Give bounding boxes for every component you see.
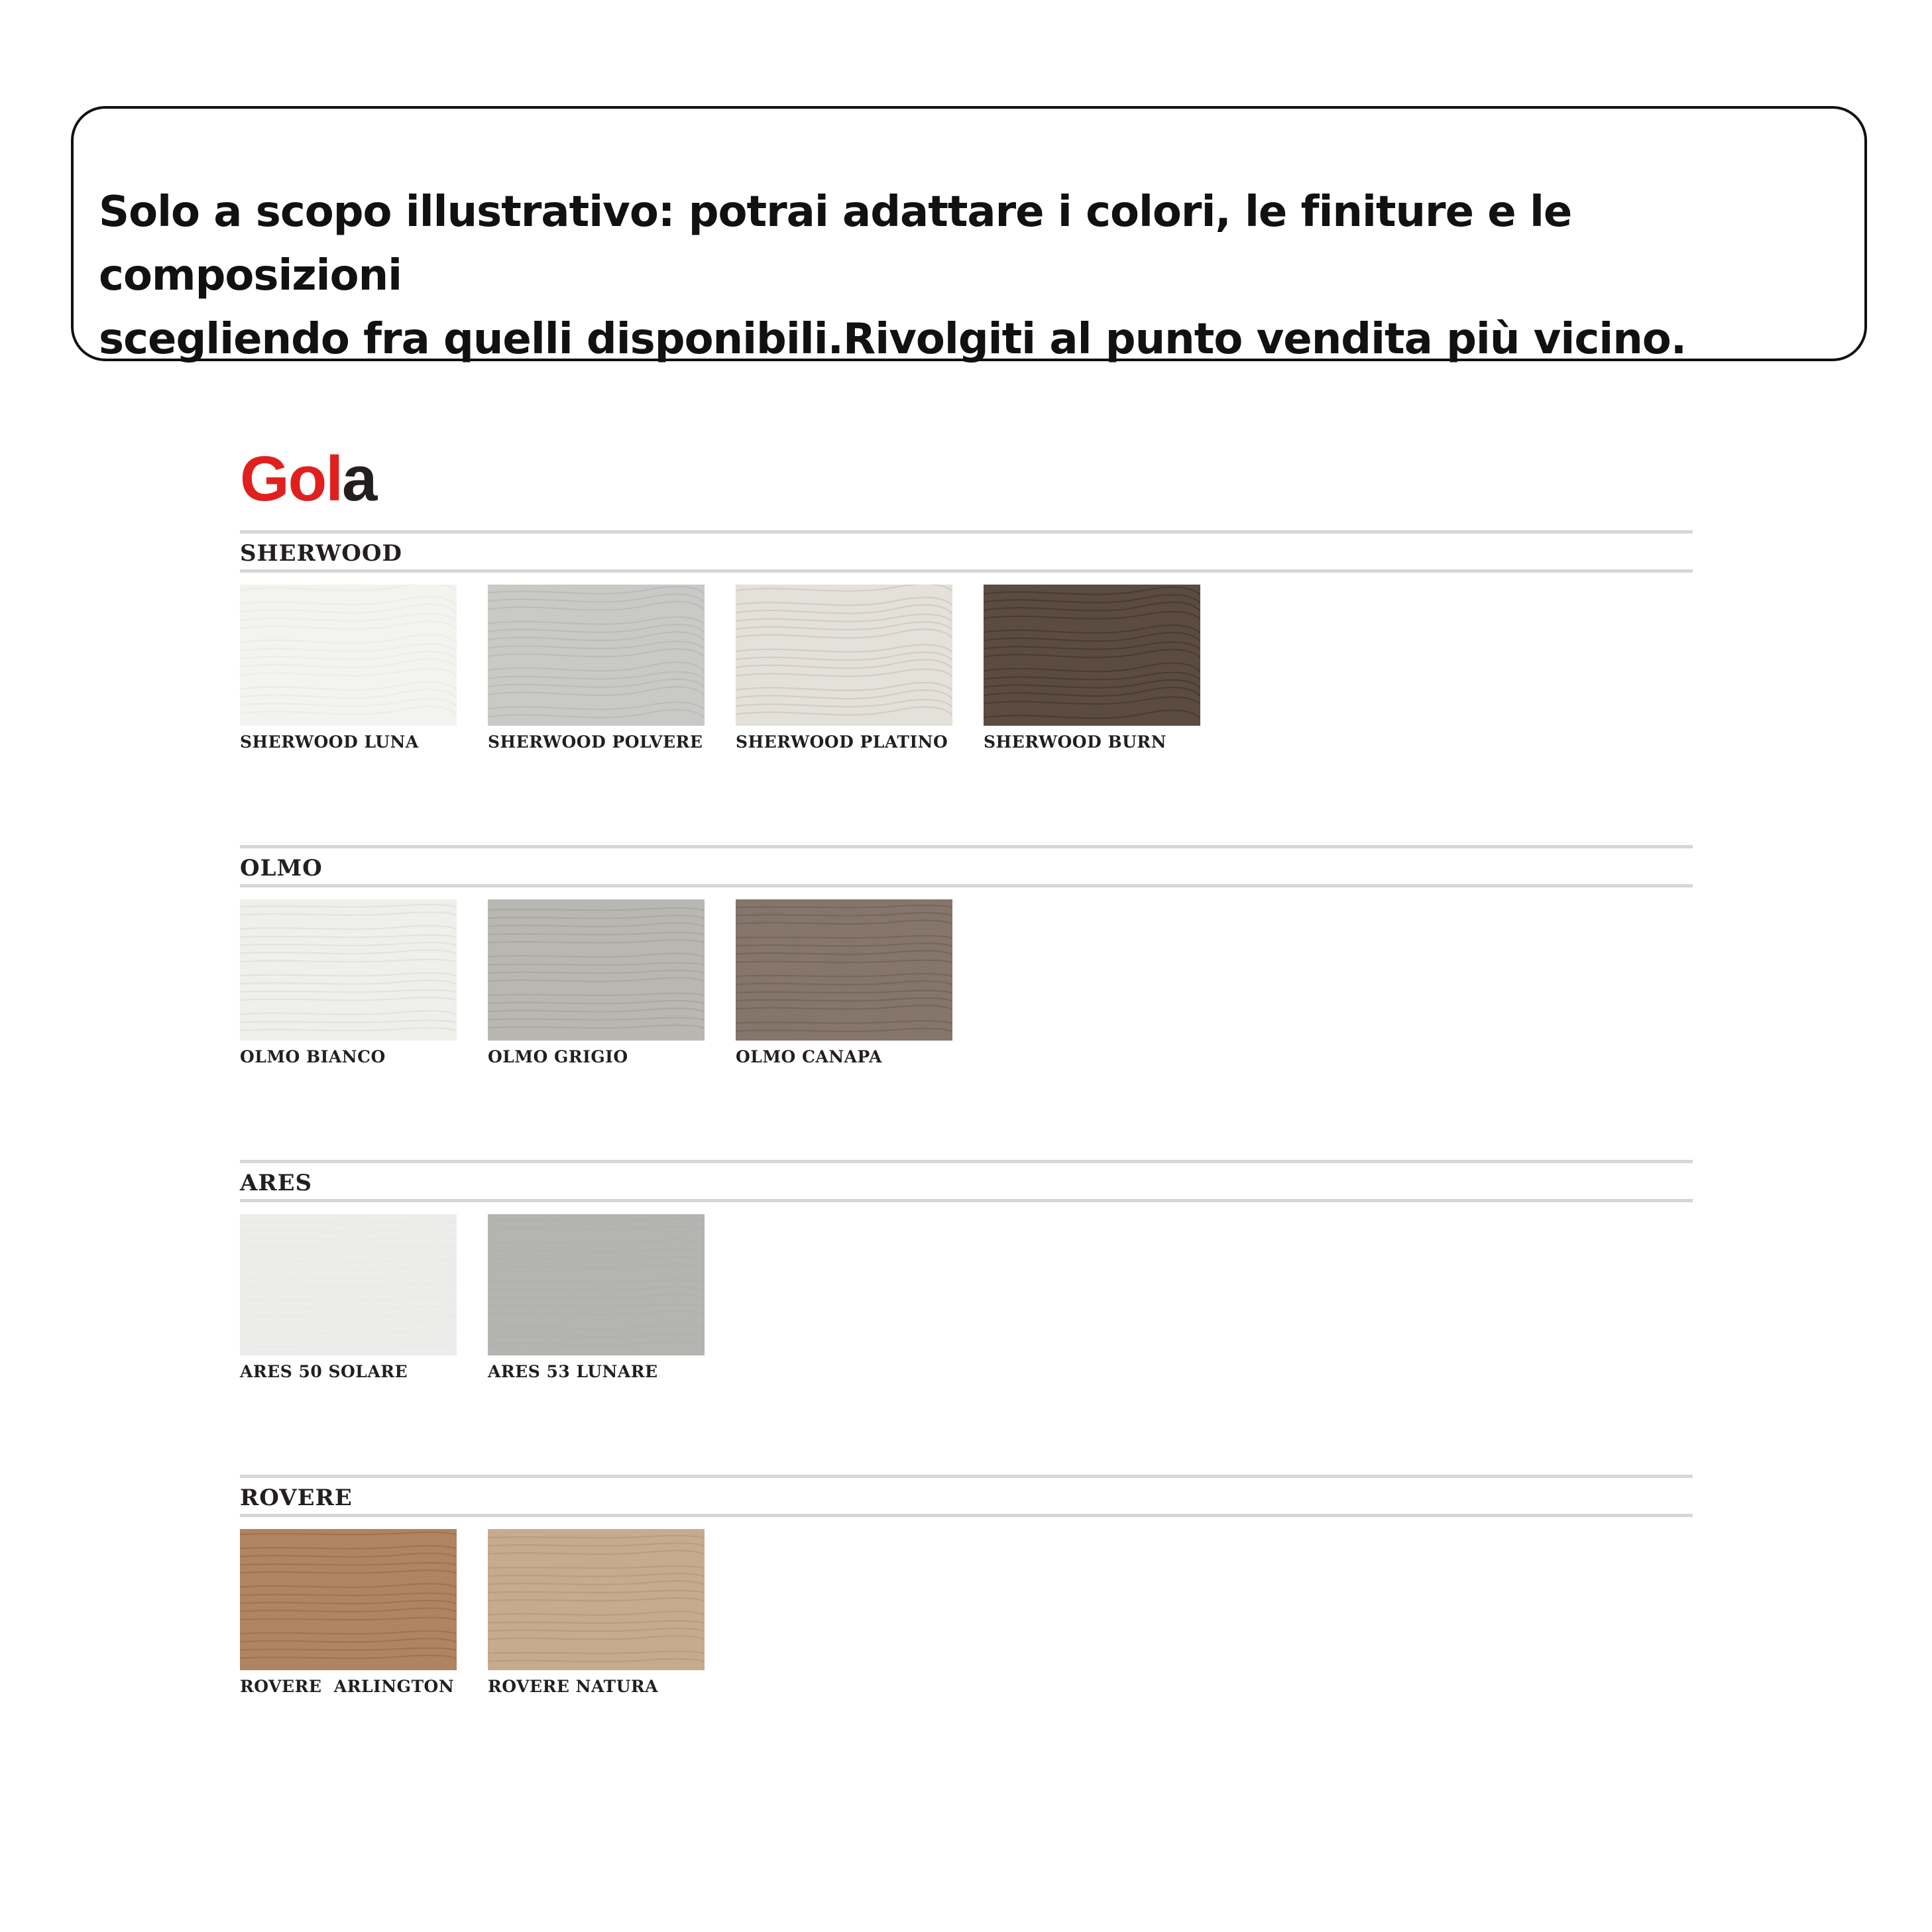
swatch-image [240, 1529, 457, 1670]
swatch-label: ARES 53 LUNARE [488, 1362, 658, 1381]
swatch-image [240, 1214, 457, 1355]
swatch-row [240, 585, 1693, 757]
finish-swatch [240, 1214, 457, 1381]
finish-section-ares [240, 1160, 1693, 1387]
brand-logo-part2: a [341, 443, 376, 514]
swatch-image [488, 1529, 705, 1670]
swatch-texture [240, 899, 457, 1041]
swatch-label: ARES 50 SOLARE [240, 1362, 408, 1381]
finish-swatch [240, 899, 457, 1066]
section-title: ROVERE [240, 1485, 353, 1511]
finish-swatch [736, 585, 952, 752]
swatch-row [240, 899, 1693, 1072]
finish-swatch [488, 899, 705, 1066]
swatch-texture [736, 899, 952, 1041]
finish-swatch [488, 585, 705, 752]
section-title: OLMO [240, 855, 323, 881]
finish-section-olmo [240, 845, 1693, 1072]
finish-section-rovere [240, 1475, 1693, 1701]
section-title: ARES [240, 1170, 313, 1196]
brand-logo [240, 443, 376, 516]
finish-swatch [240, 585, 457, 752]
swatch-texture [240, 1529, 457, 1670]
section-divider [240, 884, 1693, 887]
swatch-image [488, 1214, 705, 1355]
swatch-label: SHERWOOD LUNA [240, 732, 419, 752]
swatch-label: SHERWOOD POLVERE [488, 732, 703, 752]
swatch-texture [240, 585, 457, 726]
swatch-label: ROVERE NATURA [488, 1677, 659, 1696]
finish-swatch [736, 899, 952, 1066]
swatch-image [984, 585, 1200, 726]
swatch-image [736, 585, 952, 726]
swatch-texture [488, 1529, 705, 1670]
swatch-row [240, 1214, 1693, 1387]
finish-swatch [488, 1529, 705, 1696]
swatch-row [240, 1529, 1693, 1701]
swatch-image [736, 899, 952, 1041]
swatch-texture [736, 585, 952, 726]
swatch-label: SHERWOOD BURN [984, 732, 1167, 752]
disclaimer-text: Solo a scopo illustrativo: potrai adattare i colori, le finiture e le composizioni scegliendo fra quelli disponibili.Rivolgiti al punto vendita più vicino. [99, 188, 1687, 364]
section-divider [240, 1514, 1693, 1517]
brand-logo-part1: Gol [240, 443, 342, 514]
finish-swatch [240, 1529, 457, 1696]
swatch-image [488, 585, 705, 726]
swatch-texture [488, 899, 705, 1041]
swatch-image [240, 585, 457, 726]
swatch-label: OLMO CANAPA [736, 1047, 882, 1066]
swatch-texture [488, 1214, 705, 1355]
section-divider [240, 569, 1693, 573]
finish-swatch [488, 1214, 705, 1381]
swatch-image [488, 899, 705, 1041]
swatch-label: SHERWOOD PLATINO [736, 732, 948, 752]
section-divider [240, 1199, 1693, 1202]
swatch-label: ROVERE ARLINGTON [240, 1677, 455, 1696]
finish-swatch [984, 585, 1200, 752]
disclaimer-box [71, 106, 1867, 364]
swatch-texture [488, 585, 705, 726]
swatch-texture [984, 585, 1200, 726]
swatch-texture [240, 1214, 457, 1355]
swatch-label: OLMO GRIGIO [488, 1047, 628, 1066]
section-title: SHERWOOD [240, 540, 403, 567]
swatch-label: OLMO BIANCO [240, 1047, 386, 1066]
swatch-image [240, 899, 457, 1041]
finish-section-sherwood [240, 530, 1693, 757]
